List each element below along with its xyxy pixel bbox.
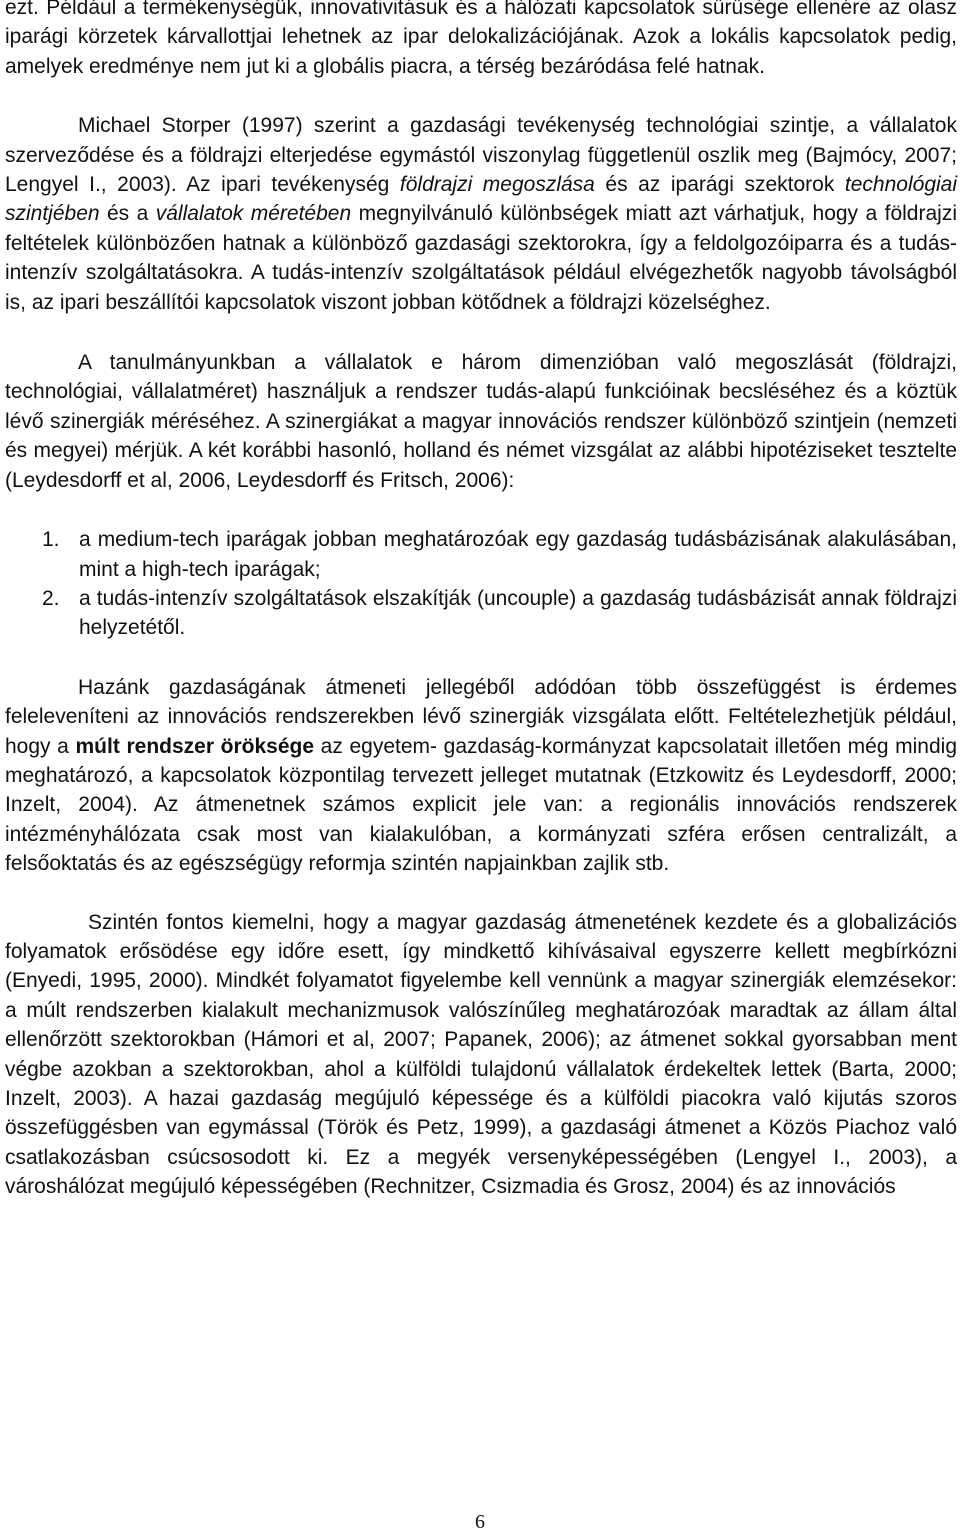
paragraph-transition <box>5 673 957 879</box>
paragraph-globalization: Szintén fontos kiemelni, hogy a magyar gazdaság átmenetének kezdete és a globalizációs folyamatok erősödése egy időre esett, így mindkettő kihívásaival egyszerre kellett megbírkózni (Enyedi, 1995, 2000). Mindkét folyamatot figyelembe kell vennünk a magyar szinergiák elemzésekor: a múlt rendszerben kialakult mechanizmusok valószínűleg meghatározóak maradtak az állam által ellenőrzött szektorokban (Hámori et al, 2007; Papanek, 2006); az átmenet sokkal gyorsabban ment végbe azokban a szektorokban, ahol a külföldi tulajdonú vállalatok érdekeltek lettek (Barta, 2000; Inzelt, 2003). A hazai gazdaság megújuló képessége és a külföldi piacokra való kijutás szoros összefüggésben van egymással (Török és Petz, 1999), a gazdasági átmenet a Közös Piachoz való csatlakozásban csúcsosodott ki. Ez a megyék versenyképességében (Lengyel I., 2003), a városhálózat megújuló képességében (Rechnitzer, Csizmadia és Grosz, 2004) és az innovációs <box>5 910 957 1199</box>
list-item <box>5 584 957 643</box>
paragraph-continuation: ezt. Például a termékenységük, innovativitásuk és a hálózati kapcsolatok sűrűsége ellenére az olasz iparági körzetek kárvallottjai lehetnek az ipar delokalizációjának. Azok a lokális kapcsolatok pedig, amelyek eredménye nem jut ki a globális piacra, a térség bezáródása felé hatnak. <box>5 0 957 78</box>
paragraph-storper <box>5 111 957 317</box>
hypothesis-list <box>5 525 957 643</box>
list-item-number: 2. <box>42 586 60 610</box>
list-item-number: 1. <box>42 528 60 552</box>
bold-term-legacy: múlt rendszer öröksége <box>75 734 315 758</box>
italic-term-firm-size: vállalatok méretében <box>155 202 352 226</box>
paragraph-text: Hazánk gazdaságának átmeneti jellegéből adódóan több összefüggést is érdemes feleleveníteni az innovációs rendszerekben lévő szinergiák vizsgálata előtt. Feltételezhetjük például, hogy a <box>5 675 957 758</box>
italic-term-geographic: földrajzi megoszlása <box>399 173 595 197</box>
paragraph-text: az egyetem- gazdaság-kormányzat kapcsolatait illetően még mindig meghatározó, a kapcsolatok központilag tervezett jelleget mutatnak (Etzkowitz és Leydesdorff, 2000; Inzelt, 2004). Az átmenetnek számos explicit jele van: a regionális innovációs rendszerek intézményhálózata csak most van kialakulóban, a kormányzati szféra erősen centralizált, a felsőoktatás és az egészségügy reformja szintén napjainkban zajlik stb. <box>5 734 958 876</box>
list-item <box>5 525 957 584</box>
italic-term-technological: technológiai szintjében <box>5 173 958 226</box>
paragraph-text: Michael Storper (1997) szerint a gazdasági tevékenység technológiai szintje, a vállalatok szerveződése és a földrajzi elterjedése egymástól viszonylag függetlenül oszlik meg (Bajmócy, 2007; Lengyel I., 2003). Az ipari tevékenység <box>5 114 957 197</box>
paragraph-text: és a <box>99 202 156 226</box>
list-item-text: a medium-tech iparágak jobban meghatározóak egy gazdaság tudásbázisának alakulásában, mint a high-tech iparágak; <box>79 528 957 581</box>
list-item-text: a tudás-intenzív szolgáltatások elszakítják (uncouple) a gazdaság tudásbázisát annak földrajzi helyzetétől. <box>79 586 957 640</box>
paragraph-study: A tanulmányunkban a vállalatok e három dimenzióban való megoszlását (földrajzi, technológiai, vállalatméret) használjuk a rendszer tudás-alapú funkcióinak becsléséhez és a köztük lévő szinergiák méréséhez. A szinergiákat a magyar innovációs rendszer különböző szintjein (nemzeti és megyei) mérjük. A két korábbi hasonló, holland és német vizsgálat az alábbi hipotéziseket tesztelte (Leydesdorff et al, 2006, Leydesdorff és Fritsch, 2006): <box>5 351 957 492</box>
paragraph-text: megnyilvánuló különbségek miatt azt várhatjuk, hogy a földrajzi feltételek különbözően hatnak a különböző gazdasági szektorokra, így a feldolgozóiparra és a tudás-intenzív szolgáltatásokra. A tudás-intenzív szolgáltatások például elvégezhetők nagyobb távolságból is, az ipari beszállítói kapcsolatok viszont jobban kötődnek a földrajzi közelséghez. <box>5 202 957 314</box>
paragraph-text: és az iparági szektorok <box>594 173 845 197</box>
document-page <box>5 0 957 1202</box>
page-number: 6 <box>475 1511 485 1533</box>
